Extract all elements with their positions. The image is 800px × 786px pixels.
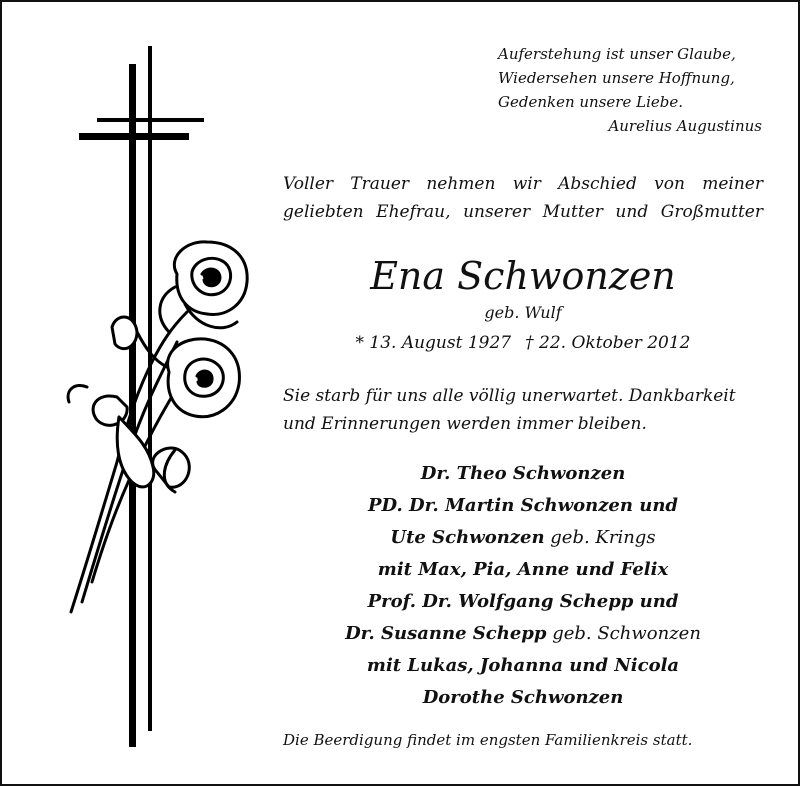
mourner-name: mit Lukas, Johanna und Nicola bbox=[366, 655, 680, 676]
maiden-name: geb. Wulf bbox=[484, 303, 562, 322]
cross-with-roses-illustration bbox=[57, 42, 272, 752]
mourner-name: Dorothe Schwonzen bbox=[422, 687, 624, 708]
intro-text bbox=[283, 170, 763, 226]
mourner-name: Prof. Dr. Wolfgang Schepp und bbox=[367, 591, 679, 612]
intro-line: Voller Trauer nehmen wir Abschied von meiner bbox=[283, 174, 763, 194]
deceased-name: Ena Schwonzen bbox=[370, 254, 676, 298]
mourner-row bbox=[283, 618, 763, 650]
rose-icon bbox=[68, 242, 247, 612]
mourner-row bbox=[283, 586, 763, 618]
mourner-name: mit Max, Pia, Anne und Felix bbox=[377, 559, 669, 580]
intro-line: geliebten Ehefrau, unserer Mutter und Großmutter bbox=[283, 202, 763, 222]
mourner-row bbox=[283, 522, 763, 554]
quote-line: Auferstehung ist unser Glaube, bbox=[498, 45, 736, 63]
memorial-line: und Erinnerungen werden immer bleiben. bbox=[283, 414, 647, 434]
mourner-name: Ute Schwonzen bbox=[390, 527, 545, 548]
mourners-list bbox=[283, 458, 763, 714]
quote-author: Aurelius Augustinus bbox=[608, 117, 762, 135]
quote-line: Gedenken unsere Liebe. bbox=[498, 93, 683, 111]
life-dates bbox=[283, 330, 763, 356]
mourner-name: PD. Dr. Martin Schwonzen und bbox=[367, 495, 678, 516]
quote-line: Wiedersehen unsere Hoffnung, bbox=[498, 69, 735, 87]
death-date: † 22. Oktober 2012 bbox=[525, 333, 691, 353]
mourner-row bbox=[283, 682, 763, 714]
mourner-row bbox=[283, 458, 763, 490]
mourner-row bbox=[283, 490, 763, 522]
quote-block bbox=[498, 42, 778, 138]
birth-date: * 13. August 1927 bbox=[355, 333, 512, 353]
memorial-text bbox=[283, 382, 763, 438]
mourner-maiden: geb. Schwonzen bbox=[546, 623, 701, 644]
memorial-line: Sie starb für uns alle völlig unerwartet. Dankbarkeit bbox=[283, 386, 736, 406]
mourner-maiden: geb. Krings bbox=[544, 527, 656, 548]
mourner-row bbox=[283, 554, 763, 586]
mourner-row bbox=[283, 650, 763, 682]
mourner-name: Dr. Theo Schwonzen bbox=[420, 463, 626, 484]
mourner-name: Dr. Susanne Schepp bbox=[345, 623, 547, 644]
funeral-note: Die Beerdigung findet im engsten Familienkreis statt. bbox=[283, 731, 693, 749]
